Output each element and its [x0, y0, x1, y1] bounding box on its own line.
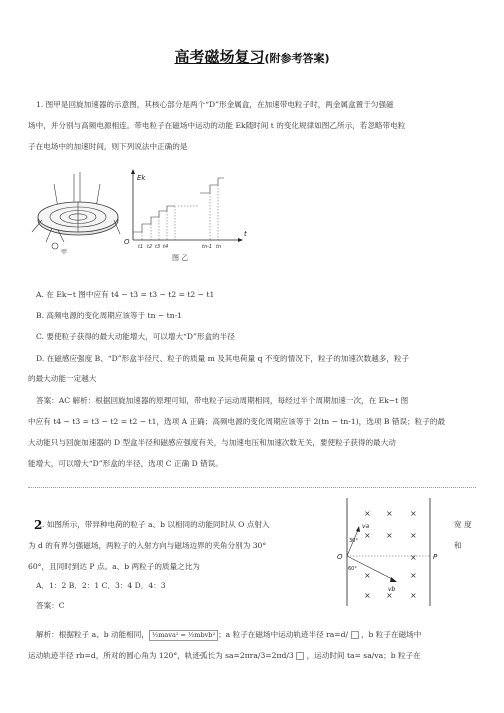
q1-stem-line-3: 子在电场中的加速时间，则下列说法中正确的是	[28, 142, 188, 151]
title-subtitle: (附参考答案)	[264, 52, 330, 65]
cross-mark: ×	[364, 509, 371, 518]
title-main: 高考磁场复习	[174, 48, 265, 66]
angle-a-label: 30°	[349, 538, 358, 544]
angle-b-label: 60°	[348, 566, 357, 572]
y-axis-label: Ek	[137, 174, 146, 182]
q1-answer-line-2: 中应有 t4 − t3 = t3 − t2 = t2 − t1，选项 A 正确；高频电源的变化周期应该等于 2(tn − tn-1)，选项 B 错误；粒子的最	[28, 417, 446, 426]
q2-stem-line-1-right: 宽 度	[454, 520, 472, 529]
tick-t3: t3	[155, 244, 161, 250]
cross-mark: ×	[410, 591, 417, 600]
tick-tn-1: tn-1	[202, 244, 213, 250]
q2-number: 2	[34, 518, 43, 532]
figure-jia-label: 甲	[61, 249, 68, 256]
velocity-b-label: vb	[388, 586, 396, 593]
kinetic-energy-equation: ½mava² = ½mbvb²	[149, 630, 218, 641]
cross-mark: ×	[410, 509, 417, 518]
cross-mark: ×	[386, 531, 393, 540]
q1-stem-line-1: 1. 图甲是回旋加速器的示意图，其核心部分是两个“D”形金属盒，在加速带电粒子时，两金属盒置于匀强磁	[36, 100, 394, 109]
point-p-label: P	[433, 553, 438, 561]
cross-mark: ×	[410, 531, 417, 540]
cross-mark: ×	[386, 591, 393, 600]
q2-stem-line-1: . 如图所示，带异种电荷的粒子 a、b 以相同的动能同时从 O 点射入	[42, 520, 270, 529]
analysis-text: ；a 粒子在磁场中运动轨迹半径 ra=d/	[218, 630, 349, 639]
q1-answer-line-1: 答案：AC 解析：根据回旋加速器的原理可知，带电粒子运动周期相同，每经过半个周期加速一次，在 Ek−t 图	[36, 396, 409, 405]
q2-options: A．1：2 B．2：1 C．3：4 D．4：3	[36, 581, 166, 590]
q1-option-d-line-1: D. 在磁感应强度 B、“D”形盒半径尺、粒子的质量 m 及其电荷量 q 不变的情况下，粒子的加速次数越多，粒子	[36, 354, 410, 363]
cross-mark: ×	[410, 553, 417, 562]
q2-analysis-line-2	[28, 650, 464, 661]
cross-mark: ×	[364, 571, 371, 580]
tick-tn: tn	[216, 244, 222, 250]
analysis-text: ，b 粒子在磁场中	[360, 630, 422, 639]
figure-yi-caption: 图 乙	[172, 254, 189, 262]
q2-stem-line-3: 60°，且同时到达 P 点。a、b 两粒子的质量之比为	[28, 562, 200, 571]
magnetic-field-figure	[334, 496, 444, 608]
tick-t2: t2	[147, 244, 153, 250]
analysis-text: 运动轨迹半径 rb=d，所对的圆心角为 120°，轨迹弧长为 sa=2πra/3=2πd/3	[28, 651, 294, 660]
cross-mark: ×	[386, 509, 393, 518]
q1-option-d-line-2: 的最大动能一定越大	[28, 374, 97, 383]
ek-t-graph	[120, 168, 250, 268]
q1-option-a: A. 在 Ek−t 图中应有 t4 − t3 = t3 − t2 = t2 − t1	[36, 290, 215, 299]
section-divider	[28, 487, 476, 488]
x-axis-label: t	[244, 230, 247, 238]
tick-t1: t1	[138, 244, 144, 250]
cross-mark: ×	[364, 591, 371, 600]
q1-answer-line-4: 能增大，可以增大“D”形盒的半径，选项 C 正确 D 错误。	[28, 459, 223, 468]
page-title	[0, 46, 504, 67]
formula-image-icon	[296, 652, 304, 660]
q1-option-c: C. 要使粒子获得的最大动能增大，可以增大“D”形盒的半径	[36, 332, 235, 341]
analysis-text: ，运动时间 ta= sa/va；b 粒子在	[306, 651, 421, 660]
q2-answer: 答案：C	[36, 601, 65, 610]
origin-label: O	[124, 238, 130, 246]
cross-mark: ×	[410, 571, 417, 580]
cross-mark: ×	[364, 531, 371, 540]
q2-stem-line-2-right: 和	[454, 541, 462, 550]
q1-answer-line-3: 大动能只与回旋加速器的 D 型盒半径和磁感应强度有关，与加速电压和加速次数无关，要使粒子获得的最大动	[28, 438, 396, 447]
tick-t4: t4	[163, 244, 169, 250]
q2-analysis-line-1	[36, 629, 472, 641]
point-o-label: O	[337, 553, 343, 561]
cyclotron-figure	[28, 170, 128, 260]
q1-stem-line-2: 场中，并分别与高频电源相连。带电粒子在磁场中运动的动能 Ek随时间 t 的变化规律如图乙所示，若忽略带电粒	[28, 121, 406, 130]
analysis-text: 解析：根据粒子 a、b 动能相同，	[36, 630, 149, 639]
q2-stem-line-2: 为 d 的有界匀强磁场，两粒子的入射方向与磁场边界的夹角分别为 30°	[28, 541, 267, 550]
velocity-a-label: va	[362, 523, 370, 530]
formula-image-icon	[351, 631, 359, 639]
q1-option-b: B. 高频电源的变化周期应该等于 tn − tn-1	[36, 311, 183, 320]
